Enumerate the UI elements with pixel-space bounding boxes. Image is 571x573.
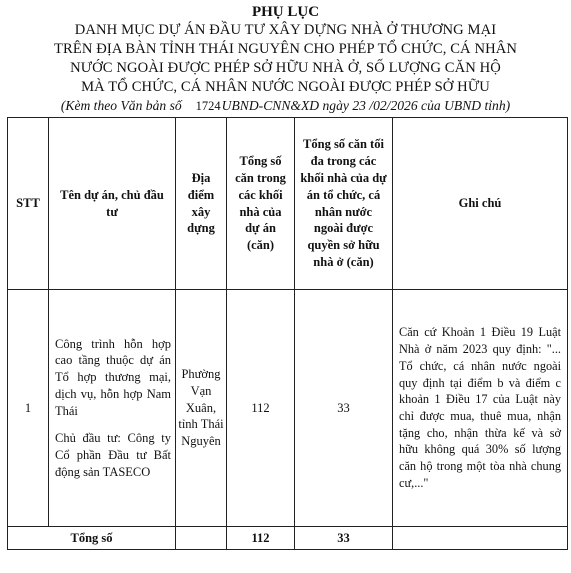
total-note-empty [393,527,568,550]
total-units: 112 [227,527,295,550]
column-header-note: Ghi chú [393,118,568,290]
heading-line-2: TRÊN ĐỊA BÀN TỈNH THÁI NGUYÊN CHO PHÉP TỔ CHỨC, CÁ NHÂN [53,41,518,57]
row-total-units: 112 [227,290,295,527]
column-header-max-foreign-units: Tổng số căn tối đa trong các khối nhà của dự án tổ chức, cá nhân nước ngoài được quyền sở hữu nhà ở (căn) [295,118,393,290]
row-location: Phường Vạn Xuân, tỉnh Thái Nguyên [176,290,227,527]
column-header-total-units: Tổng số căn trong các khối nhà của dự án (căn) [227,118,295,290]
reference-suffix: UBND-CNN&XD ngày 23 /02/2026 của UBND tỉnh) [221,98,511,113]
row-project-name: Công trình hỗn hợp cao tầng thuộc dự án Tổ hợp thương mại, dịch vụ, hỗn hợp Nam Thái [55,336,171,418]
total-max-foreign-units: 33 [295,527,393,550]
table-total-row [8,527,568,550]
total-label: Tổng số [8,527,176,550]
table-header-row [8,118,568,290]
column-header-stt: STT [8,118,49,290]
document-number: 1724 [195,99,221,113]
table-row [8,290,568,527]
column-header-location: Địa điểm xây dựng [176,118,227,290]
row-note: Căn cứ Khoản 1 Điều 19 Luật Nhà ở năm 2023 quy định: "... Tổ chức, cá nhân nước ngoài quy định tại điểm b và điểm c khoản 1 Điều 17 của Luật này chỉ được mua, thuê mua, nhận tặng cho, nhận thừa kế và sở hữu không quá 30% số lượng căn hộ trong một tòa nhà chung cư,..." [393,290,568,527]
heading-line-1: DANH MỤC DỰ ÁN ĐẦU TƯ XÂY DỰNG NHÀ Ở THƯƠNG MẠI [74,22,497,38]
column-header-project: Tên dự án, chủ đầu tư [49,118,176,290]
project-table [7,117,568,550]
heading-line-3: NƯỚC NGOÀI ĐƯỢC PHÉP SỞ HỮU NHÀ Ở, SỐ LƯỢNG CĂN HỘ [70,60,501,76]
total-location-empty [176,527,227,550]
row-stt: 1 [8,290,49,527]
document-reference [0,98,571,114]
appendix-title: PHỤ LỤC [251,4,320,20]
row-project-cell [49,290,176,527]
row-max-foreign-units: 33 [295,290,393,527]
heading-line-4: MÀ TỔ CHỨC, CÁ NHÂN NƯỚC NGOÀI ĐƯỢC PHÉP SỞ HỮU [81,79,490,95]
row-investor: Chủ đầu tư: Công ty Cổ phần Đầu tư Bất động sản TASECO [55,430,171,479]
reference-prefix: (Kèm theo Văn bản số [60,98,182,113]
